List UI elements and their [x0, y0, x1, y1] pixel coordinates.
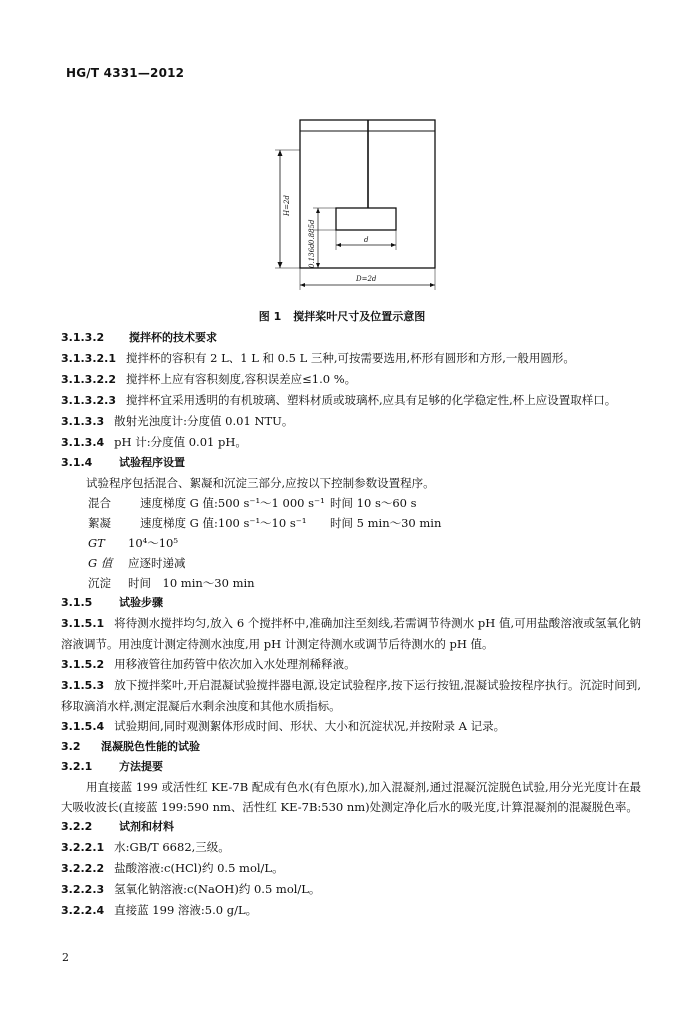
heading-3-1-3-2: 3.1.3.2 搅拌杯的技术要求: [61, 331, 217, 344]
method-summary: 用直接蓝 199 或活性红 KE-7B 配成有色水(有色原水),加入混凝剂,通过混凝沉淀脱色试验,用分光光度计在最大吸收波长(直接蓝 199:590 nm、活性红 KE-7B:530 nm)处测定净化后水的吸光度,计算混凝剂的混凝脱色率。: [61, 780, 641, 814]
figure-caption: [0, 308, 684, 324]
stirrer-diagram: [0, 118, 684, 293]
clause-3-1-3-2-3: 3.1.3.2.3 搅拌杯宜采用透明的有机玻璃、塑料材质或玻璃杯,应具有足够的化学稳定性,杯上应设置取样口。: [61, 393, 617, 407]
body-content: [61, 328, 641, 921]
heading-3-1-5: 3.1.5 试验步骤: [61, 596, 163, 609]
param-row-mixing: 混合 速度梯度 G 值:500 s⁻¹～1 000 s⁻¹ 时间 10 s～60 s: [88, 496, 417, 510]
caption-text: 搅拌桨叶尺寸及位置示意图: [293, 310, 426, 323]
heading-3-1-4: 3.1.4 试验程序设置: [61, 456, 185, 469]
clause-3-1-3-3: 3.1.3.3 散射光浊度计:分度值 0.01 NTU。: [61, 414, 294, 428]
clause-3-1-5-4: 3.1.5.4 试验期间,同时观测絮体形成时间、形状、大小和沉淀状况,并按附录 A 记录。: [61, 719, 506, 733]
heading-3-2: 3.2 混凝脱色性能的试验: [61, 740, 200, 753]
clause-3-1-5-3: 3.1.5.3 放下搅拌桨叶,开启混凝试验搅拌器电源,设定试验程序,按下运行按钮,混凝试验按程序执行。沉淀时间到,移取滴消水样,测定混凝后水剩余浊度和其他水质指标。: [61, 678, 641, 713]
clause-3-1-3-4: 3.1.3.4 pH 计:分度值 0.01 pH。: [61, 435, 247, 449]
heading-3-2-1: 3.2.1 方法提要: [61, 760, 163, 773]
procedure-intro: 试验程序包括混合、絮凝和沉淀三部分,应按以下控制参数设置程序。: [86, 476, 435, 490]
clause-3-1-3-2-1: 3.1.3.2.1 搅拌杯的容积有 2 L、1 L 和 0.5 L 三种,可按需要选用,杯形有圆形和方形,一般用圆形。: [61, 351, 575, 365]
label-height: H=2d: [283, 195, 291, 216]
clause-3-1-5-1: 3.1.5.1 将待测水搅拌均匀,放入 6 个搅拌杯中,准确加注至刻线,若需调节待测水 pH 值,可用盐酸溶液或氢氧化钠溶液调节。用浊度计测定待测水浊度,用 pH 计测定待测水或调节后待测水的 pH 值。: [61, 616, 641, 651]
clause-3-1-5-2: 3.1.5.2 用移液管往加药管中依次加入水处理剂稀释液。: [61, 657, 356, 671]
stirrer-blade: [336, 208, 396, 230]
clause-3-2-2-1: 3.2.2.1 水:GB/T 6682,三级。: [61, 840, 230, 854]
param-row-gt: GT 10⁴～10⁵: [88, 536, 178, 550]
param-row-g: G 值 应逐时递减: [88, 556, 186, 570]
label-blade-width: d: [364, 236, 369, 244]
param-row-flocculation: 絮凝 速度梯度 G 值:100 s⁻¹～10 s⁻¹ 时间 5 min～30 min: [88, 516, 442, 530]
clause-3-2-2-3: 3.2.2.3 氢氧化钠溶液:c(NaOH)约 0.5 mol/L。: [61, 882, 321, 896]
clause-3-2-2-4: 3.2.2.4 直接蓝 199 溶液:5.0 g/L。: [61, 903, 258, 917]
page-number: 2: [62, 951, 69, 964]
figure-1: [0, 118, 684, 293]
clause-3-1-3-2-2: 3.1.3.2.2 搅拌杯上应有容积刻度,容积误差应≤1.0 %。: [61, 372, 357, 386]
standard-code: HG/T 4331—2012: [66, 66, 185, 80]
label-offset: 0.136d: [308, 243, 316, 268]
label-diameter: D=2d: [356, 275, 377, 283]
label-blade-height: 0.885d: [308, 219, 316, 244]
heading-3-2-2: 3.2.2 试剂和材料: [61, 820, 174, 833]
caption-number: 图 1: [258, 310, 282, 323]
param-row-settling: 沉淀 时间 10 min～30 min: [88, 576, 255, 590]
clause-3-2-2-2: 3.2.2.2 盐酸溶液:c(HCl)约 0.5 mol/L。: [61, 861, 284, 875]
